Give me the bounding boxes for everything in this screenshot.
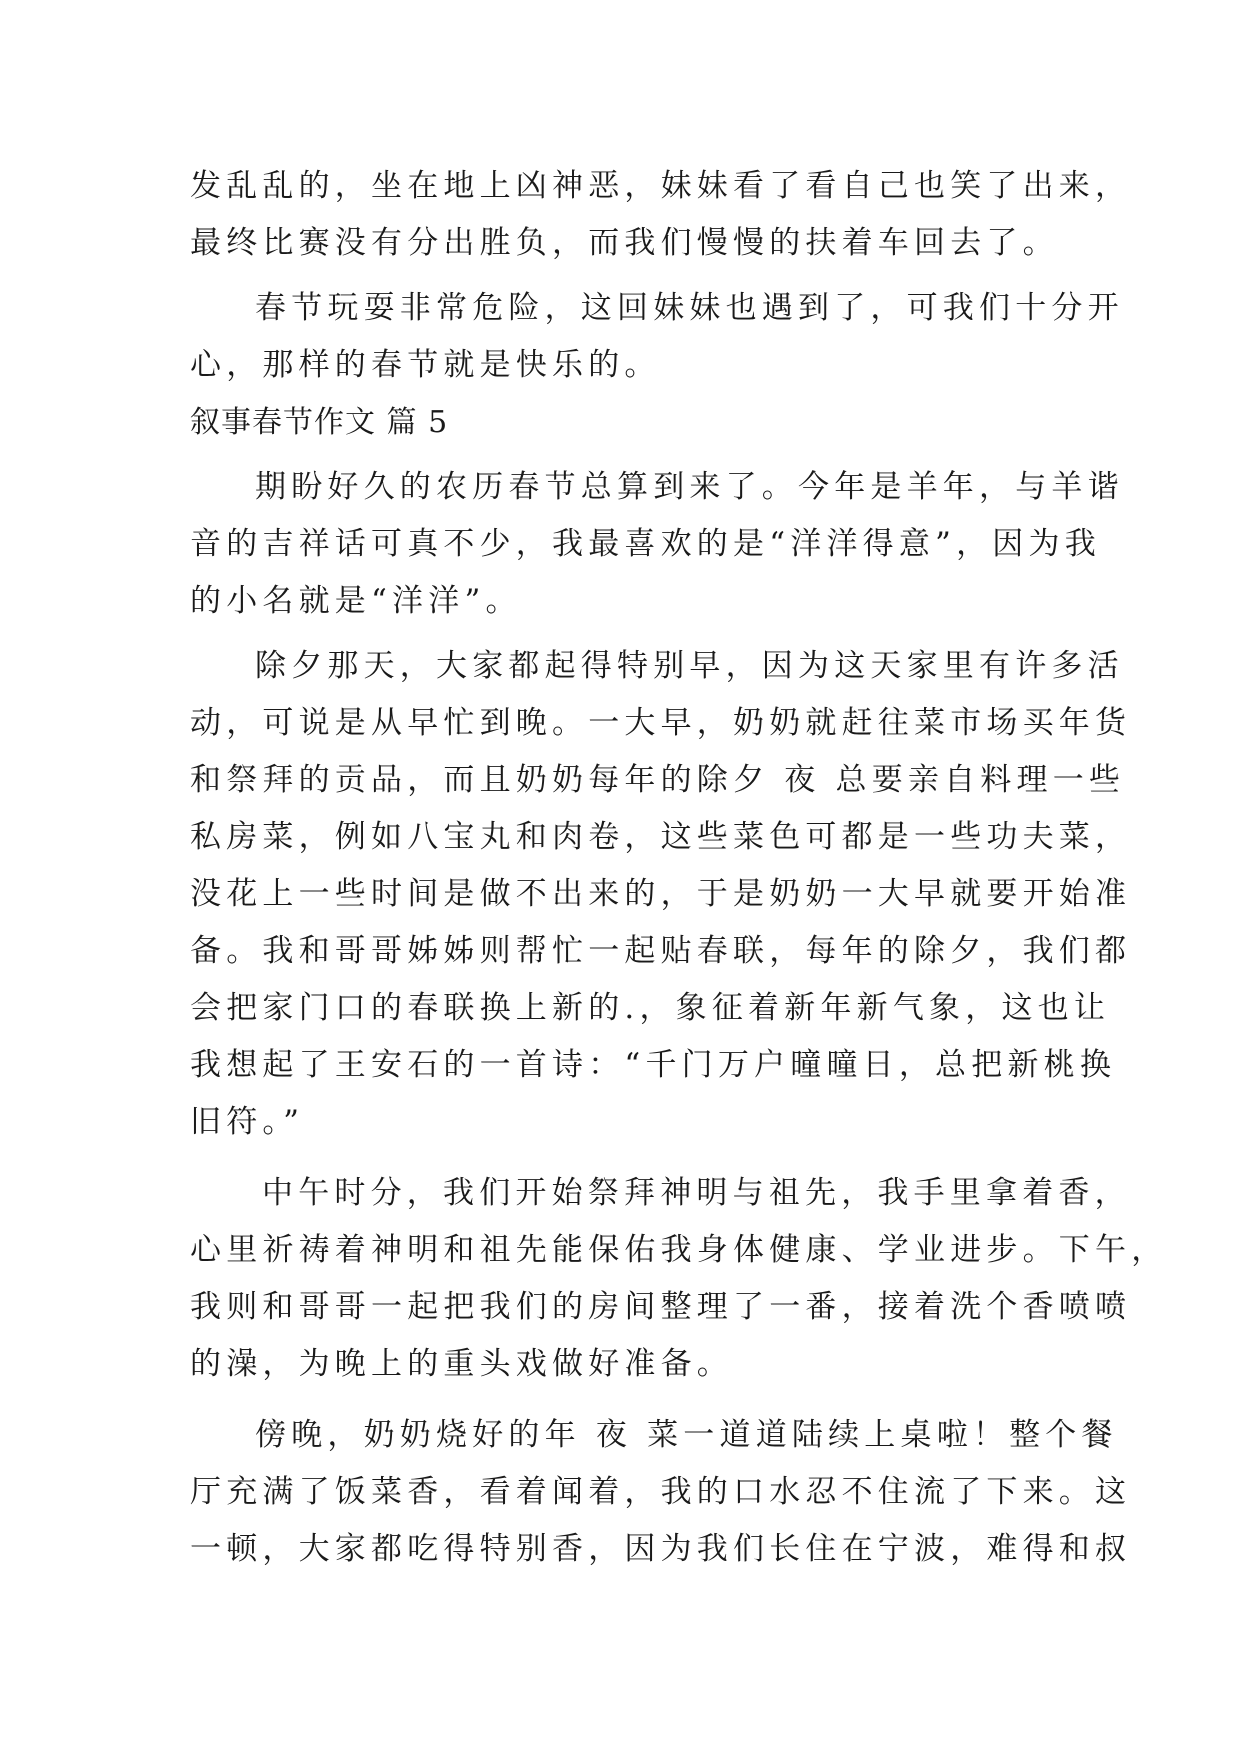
text-line: 中午时分，我们开始祭拜神明与祖先，我手里拿着香， — [262, 1175, 1131, 1211]
text-line: 我则和哥哥一起把我们的房间整理了一番，接着洗个香喷喷 — [190, 1289, 1132, 1325]
text-line: 厅充满了饭菜香，看着闻着，我的口水忍不住流了下来。这 — [190, 1474, 1132, 1510]
text-line: 发乱乱的，坐在地上凶神恶，妹妹看了看自己也笑了出来， — [190, 168, 1132, 204]
paragraph — [190, 158, 1132, 272]
section-heading: 叙事春节作文 篇 5 — [190, 405, 449, 440]
text-line: 和祭拜的贡品，而且奶奶每年的除夕 夜 总要亲自料理一些 — [190, 762, 1126, 798]
text-line: 的澡，为晚上的重头戏做好准备。 — [190, 1346, 733, 1382]
text-line: 没花上一些时间是做不出来的，于是奶奶一大早就要开始准 — [190, 876, 1132, 912]
text-line: 音的吉祥话可真不少，我最喜欢的是“洋洋得意”，因为我 — [190, 526, 1101, 562]
paragraph — [190, 459, 1124, 630]
text-line: 私房菜，例如八宝丸和肉卷，这些菜色可都是一些功夫菜， — [190, 819, 1132, 855]
paragraph — [190, 1165, 1168, 1393]
paragraph — [190, 1407, 1132, 1578]
document-body — [190, 158, 1168, 1578]
text-line: 一顿，大家都吃得特别香，因为我们长住在宁波，难得和叔 — [190, 1531, 1132, 1567]
text-line: 心里祈祷着神明和祖先能保佑我身体健康、学业进步。下午， — [190, 1232, 1168, 1268]
text-line: 旧符。” — [190, 1104, 305, 1140]
text-line: 期盼好久的农历春节总算到来了。今年是羊年，与羊谐 — [255, 469, 1124, 505]
paragraph — [190, 280, 1124, 394]
text-line: 备。我和哥哥姊姊则帮忙一起贴春联，每年的除夕，我们都 — [190, 933, 1132, 969]
text-line: 会把家门口的春联换上新的.，象征着新年新气象，这也让 — [190, 990, 1111, 1026]
text-line: 动，可说是从早忙到晚。一大早，奶奶就赶往菜市场买年货 — [190, 705, 1132, 741]
text-line: 我想起了王安石的一首诗：“千门万户曈曈日，总把新桃换 — [190, 1047, 1117, 1083]
text-line: 傍晚，奶奶烧好的年 夜 菜一道道陆续上桌啦！整个餐 — [255, 1417, 1118, 1453]
text-line: 除夕那天，大家都起得特别早，因为这天家里有许多活 — [255, 648, 1124, 684]
paragraph — [190, 638, 1132, 1151]
text-line: 春节玩耍非常危险，这回妹妹也遇到了，可我们十分开 — [255, 290, 1124, 326]
text-line: 的小名就是“洋洋”。 — [190, 583, 522, 619]
text-line: 最终比赛没有分出胜负，而我们慢慢的扶着车回去了。 — [190, 225, 1059, 261]
text-line: 心，那样的春节就是快乐的。 — [190, 347, 661, 383]
